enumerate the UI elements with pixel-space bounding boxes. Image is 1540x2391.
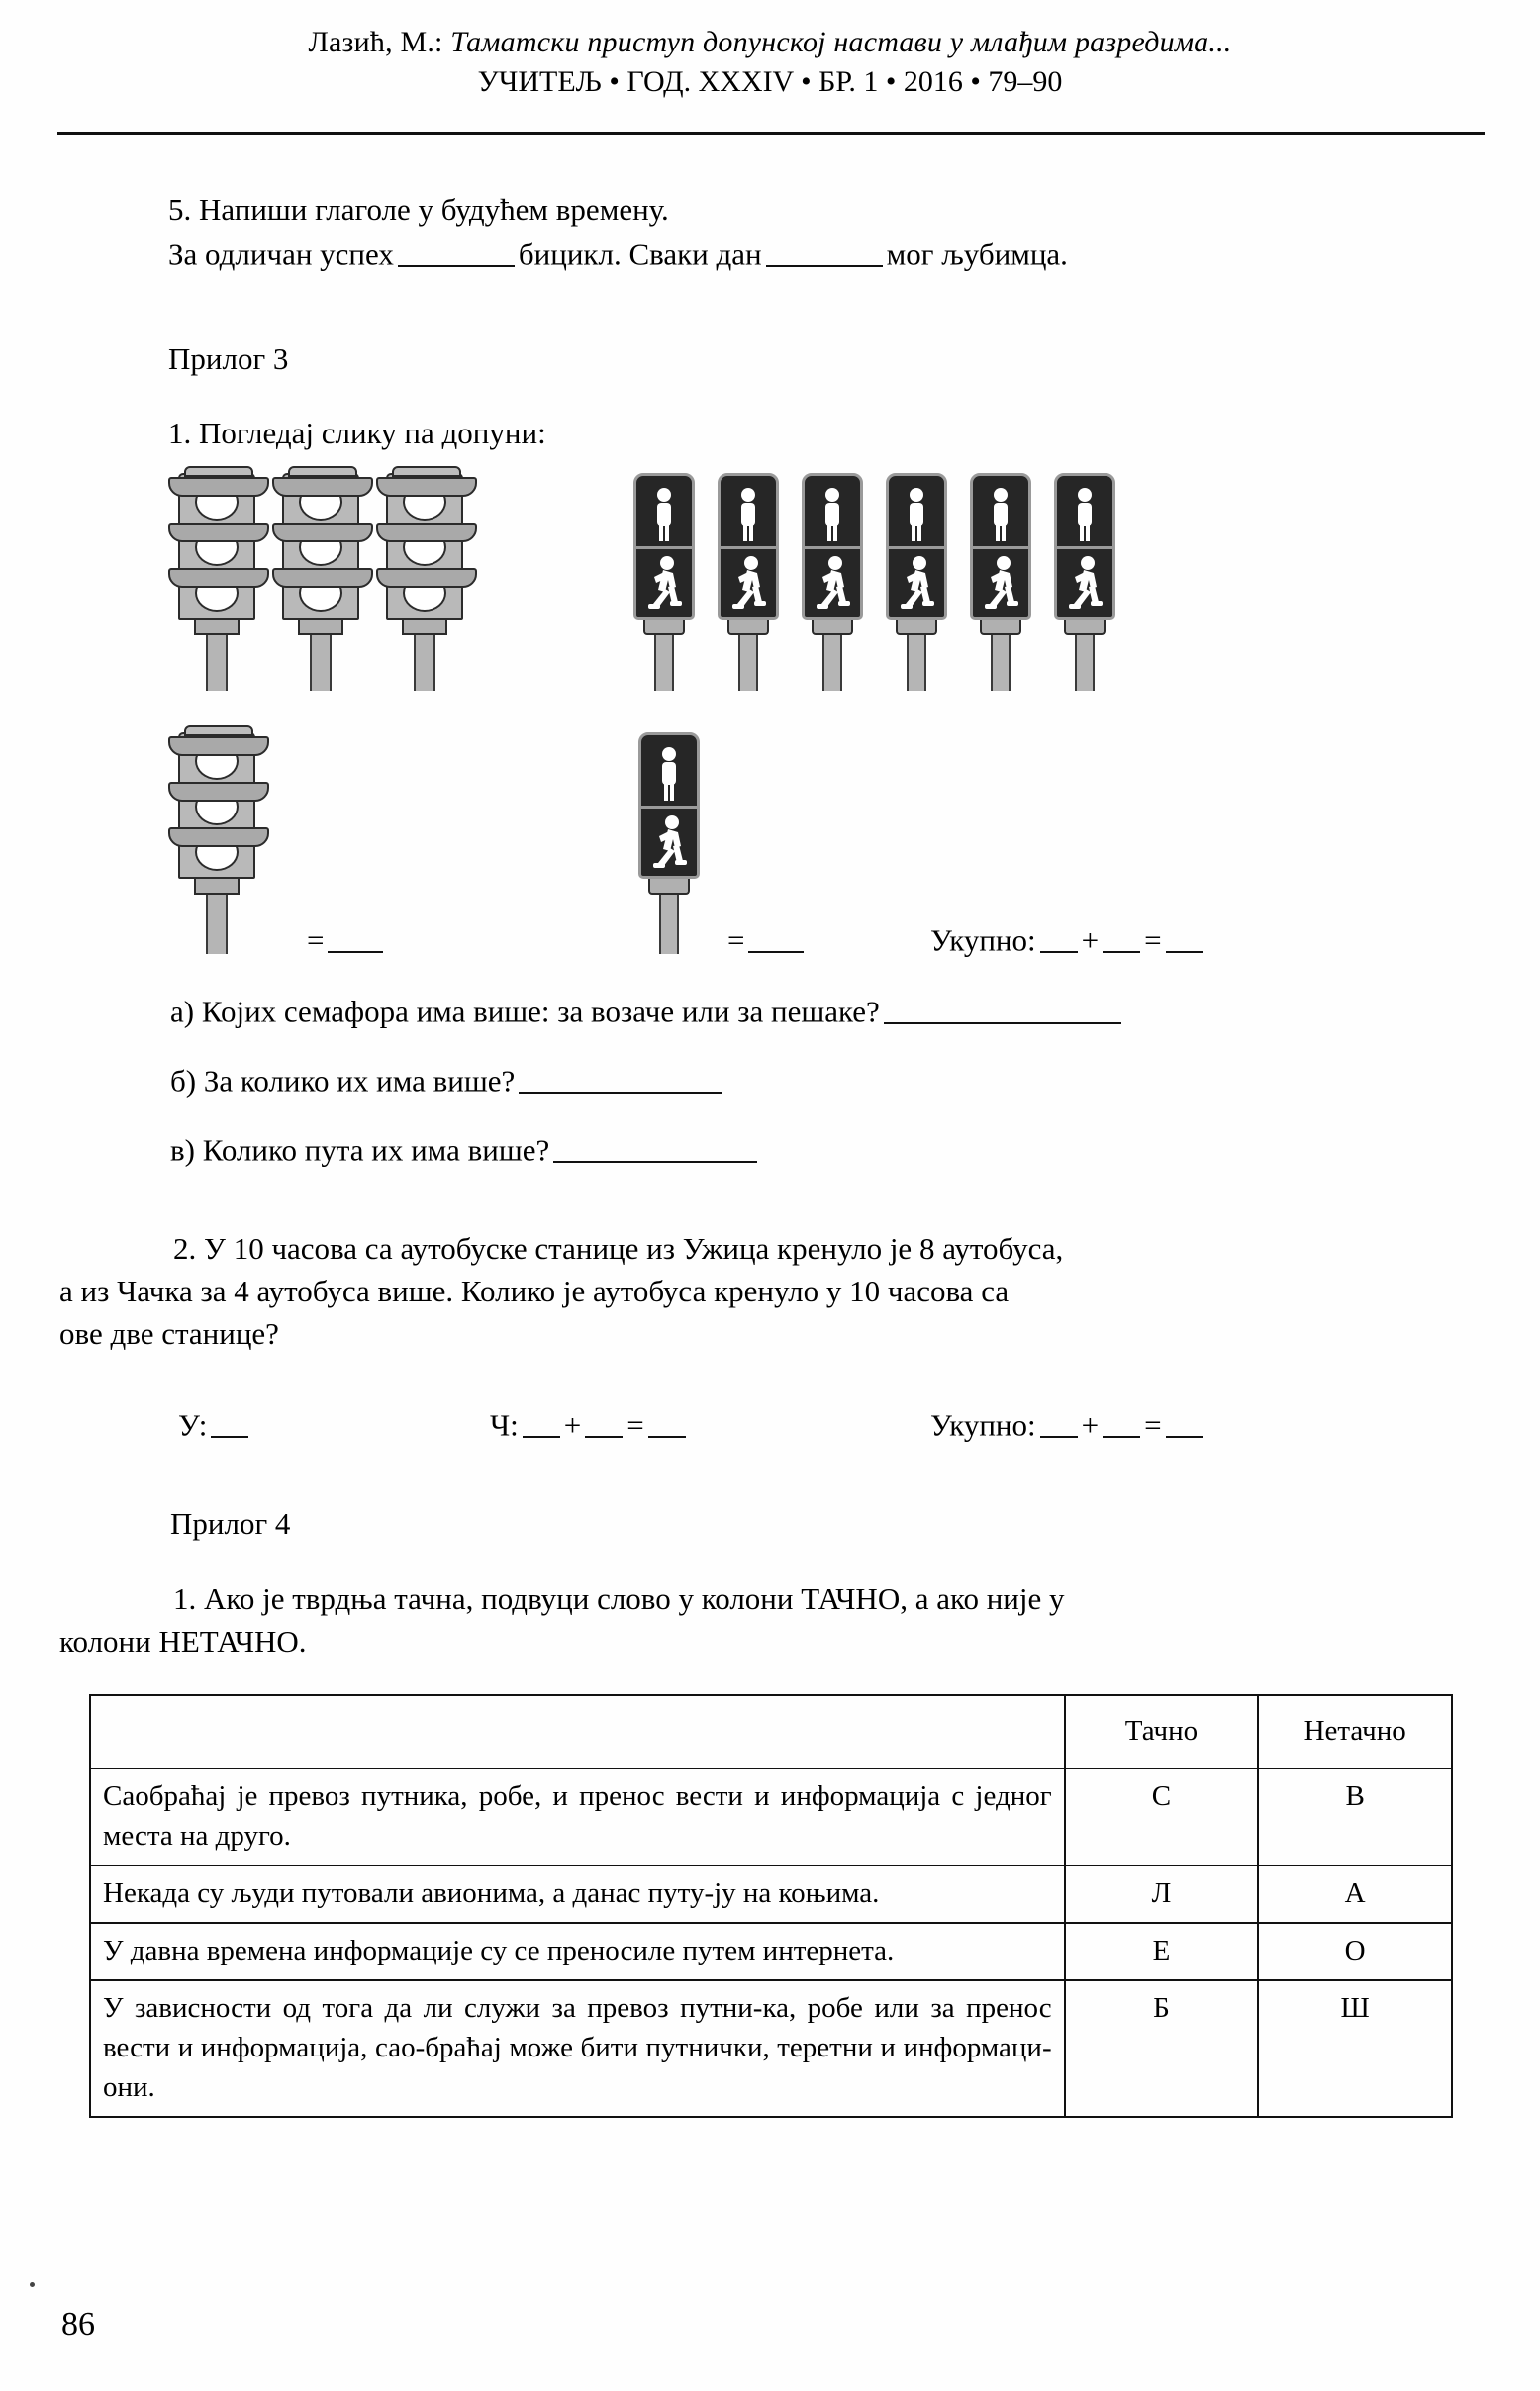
table-header-tacno: Тачно	[1065, 1695, 1259, 1769]
walking-person-icon	[897, 555, 936, 613]
walking-person-icon	[981, 555, 1020, 613]
vehicle-traffic-light	[178, 732, 255, 954]
prilog-4-task-1-line-2: колони НЕТАЧНО.	[59, 1624, 307, 1659]
vehicle-count-blank[interactable]	[328, 918, 383, 953]
answer-total-label: Укупно:	[930, 1407, 1036, 1443]
answer-cacak-equals: =	[626, 1407, 644, 1443]
task-2-line-3: ове две станице?	[59, 1316, 279, 1351]
exercise-5-sentence-part-3: мог љубимца.	[886, 237, 1068, 272]
signal-pole	[414, 635, 435, 691]
fill-blank-2[interactable]	[766, 233, 883, 267]
page-number: 86	[61, 2306, 95, 2343]
pedestrian-traffic-light	[633, 473, 695, 691]
question-a	[170, 990, 1125, 1032]
running-head-author: Лазић, М.:	[308, 26, 451, 58]
exercise-5-prompt: 5. Напиши глаголе у будућем времену.	[168, 192, 669, 227]
standing-person-icon	[988, 486, 1013, 543]
standing-person-icon	[819, 486, 845, 543]
answer-uzice	[178, 1403, 252, 1446]
table-row	[90, 1923, 1452, 1980]
pedestrian-count-blank[interactable]	[748, 918, 804, 953]
question-a-answer-blank[interactable]	[884, 990, 1121, 1024]
running-head	[59, 26, 1481, 99]
table-cell-netacno-letter[interactable]: Ш	[1258, 1980, 1452, 2117]
table-cell-tacno-letter[interactable]: Б	[1065, 1980, 1259, 2117]
vehicle-equals-sign: =	[307, 922, 325, 958]
table-cell-statement: У зависности од тога да ли служи за превоз путни-ка, робе или за пренос вести и информација, сао-браћај може бити путнички, теретни и информаци-они.	[90, 1980, 1065, 2117]
signal-pole	[738, 635, 758, 691]
answer-cacak-addend-2[interactable]	[585, 1403, 623, 1438]
signal-pole	[659, 895, 679, 954]
pedestrian-count-equation	[727, 918, 808, 961]
walking-person-icon	[728, 555, 768, 613]
question-a-text: а) Којих семафора има више: за возаче или за пешаке?	[170, 994, 880, 1029]
pedestrian-traffic-light	[970, 473, 1031, 691]
pedestrian-traffic-light	[638, 732, 700, 954]
table-cell-statement: У давна времена информације су се преносиле путем интернета.	[90, 1923, 1065, 1980]
signal-pole	[907, 635, 926, 691]
true-false-table	[89, 1694, 1453, 2118]
signal-pole	[654, 635, 674, 691]
table-row	[90, 1769, 1452, 1865]
table-cell-netacno-letter[interactable]: А	[1258, 1865, 1452, 1923]
pedestrian-equals-sign: =	[727, 922, 745, 958]
question-v-text: в) Колико пута их има више?	[170, 1132, 550, 1168]
signal-pole	[206, 895, 228, 954]
table-header-netacno: Нетачно	[1258, 1695, 1452, 1769]
exercise-5-sentence	[168, 233, 1475, 275]
standing-person-icon	[656, 745, 682, 803]
header-divider	[57, 132, 1485, 135]
table-cell-tacno-letter[interactable]: Л	[1065, 1865, 1259, 1923]
answer-cacak-label: Ч:	[490, 1407, 519, 1443]
signal-pole	[206, 635, 228, 691]
walking-person-icon	[813, 555, 852, 613]
figure-total-addend-1[interactable]	[1040, 918, 1078, 953]
running-head-line-1	[59, 26, 1481, 59]
standing-person-icon	[651, 486, 677, 543]
task-2-line-2: а из Чачка за 4 аутобуса више. Колико је аутобуса кренуло у 10 часова са	[59, 1274, 1010, 1308]
answer-uzice-blank[interactable]	[211, 1403, 248, 1438]
table-cell-tacno-letter[interactable]: С	[1065, 1769, 1259, 1865]
table-header-row	[90, 1695, 1452, 1769]
walking-person-icon	[649, 814, 689, 872]
table-cell-netacno-letter[interactable]: В	[1258, 1769, 1452, 1865]
answer-uzice-label: У:	[178, 1407, 208, 1443]
signal-pole	[1075, 635, 1095, 691]
table-row	[90, 1865, 1452, 1923]
answer-cacak-sum[interactable]	[648, 1403, 686, 1438]
running-head-line-2: УЧИТЕЉ • ГОД. XXXIV • БР. 1 • 2016 • 79–90	[477, 65, 1063, 98]
prilog-4-task-1-line-1: 1. Ако је тврдња тачна, подвуци слово у колони ТАЧНО, а ако није у	[173, 1581, 1065, 1616]
question-b	[170, 1059, 726, 1101]
table-cell-statement: Саобраћај је превоз путника, робе, и пренос вести и информација с једног места на друго.	[90, 1769, 1065, 1865]
pedestrian-traffic-light	[718, 473, 779, 691]
answer-total-equals: =	[1144, 1407, 1162, 1443]
pedestrian-traffic-light	[886, 473, 947, 691]
prilog-4-heading: Прилог 4	[170, 1506, 291, 1541]
figure-total-addend-2[interactable]	[1103, 918, 1140, 953]
figure-total-plus: +	[1081, 922, 1100, 958]
vehicle-traffic-light	[178, 473, 255, 691]
exercise-5-sentence-part-2: бицикл. Сваки дан	[518, 237, 762, 272]
table-cell-netacno-letter[interactable]: О	[1258, 1923, 1452, 1980]
walking-person-icon	[1065, 555, 1105, 613]
answer-total	[930, 1403, 1207, 1446]
answer-total-sum[interactable]	[1166, 1403, 1203, 1438]
pedestrian-traffic-light	[802, 473, 863, 691]
standing-person-icon	[735, 486, 761, 543]
standing-person-icon	[1072, 486, 1098, 543]
exercise-5-sentence-part-1: За одличан успех	[168, 237, 394, 272]
question-v-answer-blank[interactable]	[553, 1128, 757, 1163]
table-cell-statement: Некада су људи путовали авионима, а данас путу-ју на коњима.	[90, 1865, 1065, 1923]
signal-pole	[991, 635, 1011, 691]
signal-pole	[822, 635, 842, 691]
figure-total-equation	[930, 918, 1207, 961]
walking-person-icon	[644, 555, 684, 613]
table-header-statement	[90, 1695, 1065, 1769]
fill-blank-1[interactable]	[398, 233, 515, 267]
signal-pole	[310, 635, 332, 691]
figure-total-equals: =	[1144, 922, 1162, 958]
table-cell-tacno-letter[interactable]: Е	[1065, 1923, 1259, 1980]
answer-cacak-plus: +	[563, 1407, 582, 1443]
vehicle-traffic-light	[386, 473, 463, 691]
running-head-title: Таматски приступ допунској настави у млађим разредима...	[450, 26, 1232, 58]
vehicle-traffic-light	[282, 473, 359, 691]
pedestrian-traffic-light	[1054, 473, 1115, 691]
answer-cacak-addend-1[interactable]	[523, 1403, 560, 1438]
task-2-line-1: 2. У 10 часова са аутобуске станице из Ужица кренуло је 8 аутобуса,	[173, 1231, 1064, 1266]
prilog-3-heading: Прилог 3	[168, 341, 289, 376]
question-b-answer-blank[interactable]	[519, 1059, 722, 1094]
vehicle-count-equation	[307, 918, 387, 961]
figure-total-sum[interactable]	[1166, 918, 1203, 953]
prilog-3-task-1: 1. Погледај слику па допуни:	[168, 416, 546, 450]
question-b-text: б) За колико их има више?	[170, 1063, 516, 1099]
answer-total-addend-2[interactable]	[1103, 1403, 1140, 1438]
figure-total-label: Укупно:	[930, 922, 1036, 958]
scan-artifact	[30, 2282, 35, 2287]
table-row	[90, 1980, 1452, 2117]
standing-person-icon	[904, 486, 929, 543]
answer-total-addend-1[interactable]	[1040, 1403, 1078, 1438]
question-v	[170, 1128, 761, 1171]
answer-cacak	[490, 1403, 690, 1446]
answer-total-plus: +	[1081, 1407, 1100, 1443]
